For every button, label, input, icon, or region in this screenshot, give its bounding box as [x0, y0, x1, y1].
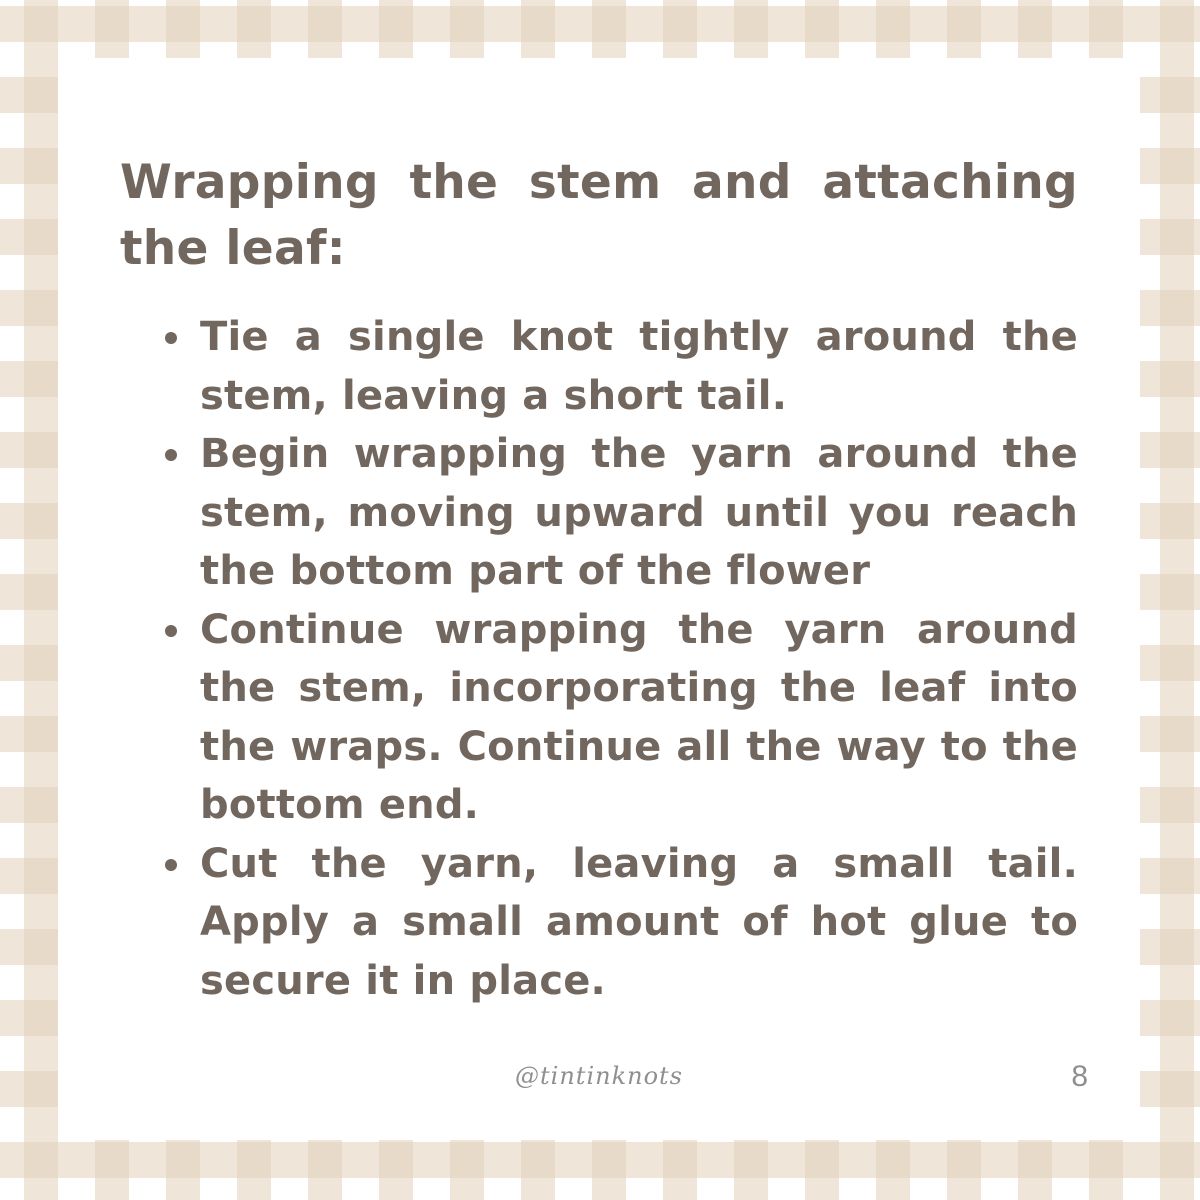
page-number: 8: [1071, 1060, 1088, 1093]
steps-list: [200, 308, 1078, 1010]
page-title: Wrapping the stem and attaching the leaf:: [120, 155, 1078, 276]
list-item: [200, 308, 1078, 425]
step-text: Continue wrapping the yarn around the stem, incorporating the leaf into the wraps. Continue all the way to the bottom end.: [200, 606, 1078, 828]
list-item: [200, 425, 1078, 601]
content-card: [58, 58, 1140, 1140]
list-item: [200, 835, 1078, 1011]
list-item: [200, 601, 1078, 835]
step-text: Tie a single knot tightly around the stem, leaving a short tail.: [200, 314, 1078, 419]
step-text: Cut the yarn, leaving a small tail. Apply a small amount of hot glue to secure it in place.: [200, 840, 1078, 1004]
bullet-dot-icon: [165, 859, 177, 871]
bullet-dot-icon: [165, 625, 177, 637]
author-handle: @tintinknots: [515, 1062, 683, 1090]
bullet-dot-icon: [165, 449, 177, 461]
step-text: Begin wrapping the yarn around the stem, moving upward until you reach the bottom part of the flower: [200, 431, 1078, 594]
bullet-dot-icon: [165, 332, 177, 344]
